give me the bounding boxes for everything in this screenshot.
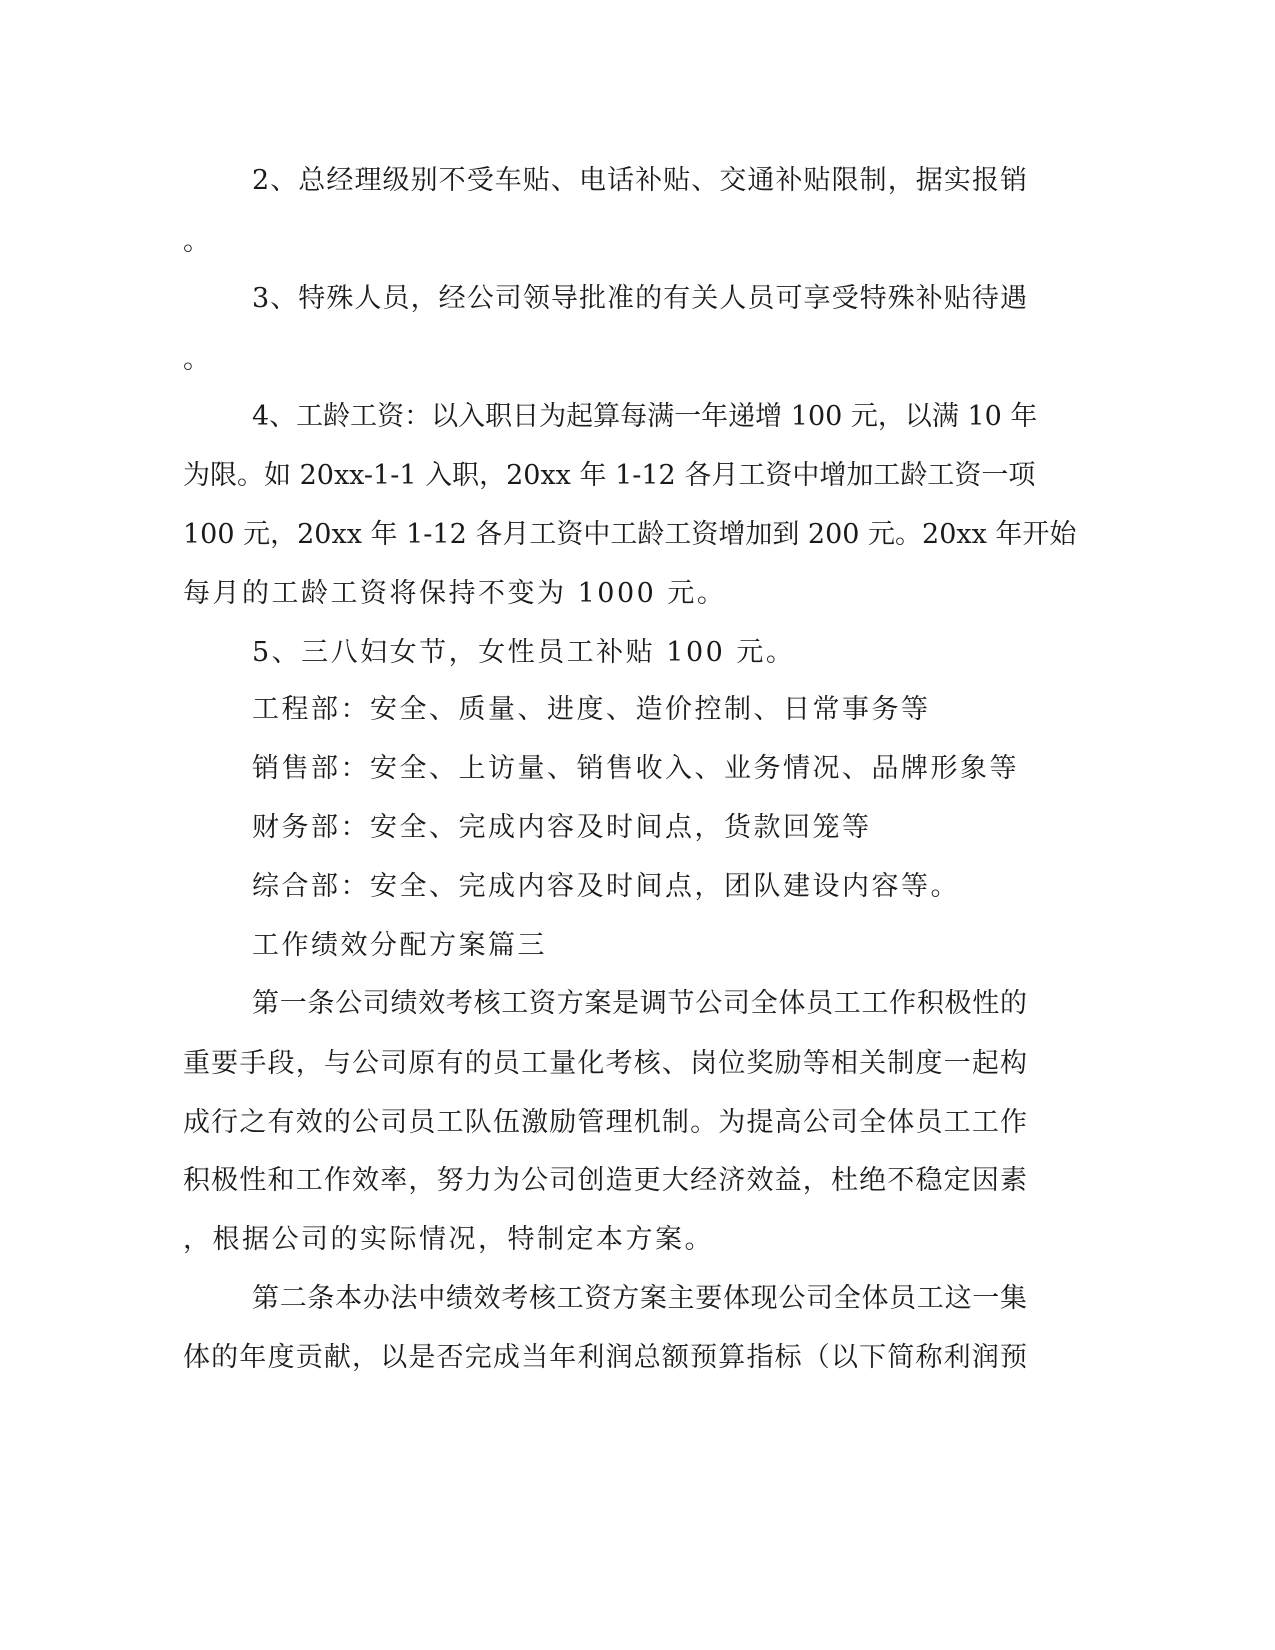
- paragraph-line: 。: [183, 344, 213, 375]
- paragraph-line: 第一条公司绩效考核工资方案是调节公司全体员工工作积极性的: [252, 988, 1027, 1019]
- paragraph-line: 综合部：安全、完成内容及时间点，团队建设内容等。: [252, 871, 960, 902]
- paragraph-line: 每月的工龄工资将保持不变为 1000 元。: [183, 578, 727, 609]
- paragraph-line: 3、特殊人员，经公司领导批准的有关人员可享受特殊补贴待遇: [252, 283, 1027, 314]
- paragraph-line: 为限。如 20xx-1-1 入职，20xx 年 1-12 各月工资中增加工龄工资一项: [183, 460, 1036, 491]
- paragraph-line: ，根据公司的实际情况，特制定本方案。: [183, 1224, 714, 1255]
- paragraph-line: 5、三八妇女节，女性员工补贴 100 元。: [252, 637, 796, 668]
- paragraph-line: 积极性和工作效率，努力为公司创造更大经济效益，杜绝不稳定因素: [183, 1165, 1027, 1196]
- paragraph-line: 销售部：安全、上访量、销售收入、业务情况、品牌形象等: [252, 753, 1019, 784]
- paragraph-line: 成行之有效的公司员工队伍激励管理机制。为提高公司全体员工工作: [183, 1107, 1027, 1138]
- paragraph-line: 4、工龄工资：以入职日为起算每满一年递增 100 元，以满 10 年: [252, 401, 1038, 432]
- paragraph-line: 体的年度贡献，以是否完成当年利润总额预算指标（以下简称利润预: [183, 1342, 1027, 1373]
- paragraph-line: 财务部：安全、完成内容及时间点，货款回笼等: [252, 812, 872, 843]
- paragraph-line: 第二条本办法中绩效考核工资方案主要体现公司全体员工这一集: [252, 1283, 1027, 1314]
- paragraph-line: 100 元，20xx 年 1-12 各月工资中工龄工资增加到 200 元。20xx 年开始: [183, 519, 1077, 550]
- paragraph-line: 工程部：安全、质量、进度、造价控制、日常事务等: [252, 694, 931, 725]
- paragraph-line: 重要手段，与公司原有的员工量化考核、岗位奖励等相关制度一起构: [183, 1048, 1027, 1079]
- paragraph-line: 2、总经理级别不受车贴、电话补贴、交通补贴限制，据实报销: [252, 165, 1027, 196]
- section-heading: 工作绩效分配方案篇三: [252, 930, 547, 961]
- paragraph-line: 。: [183, 226, 213, 257]
